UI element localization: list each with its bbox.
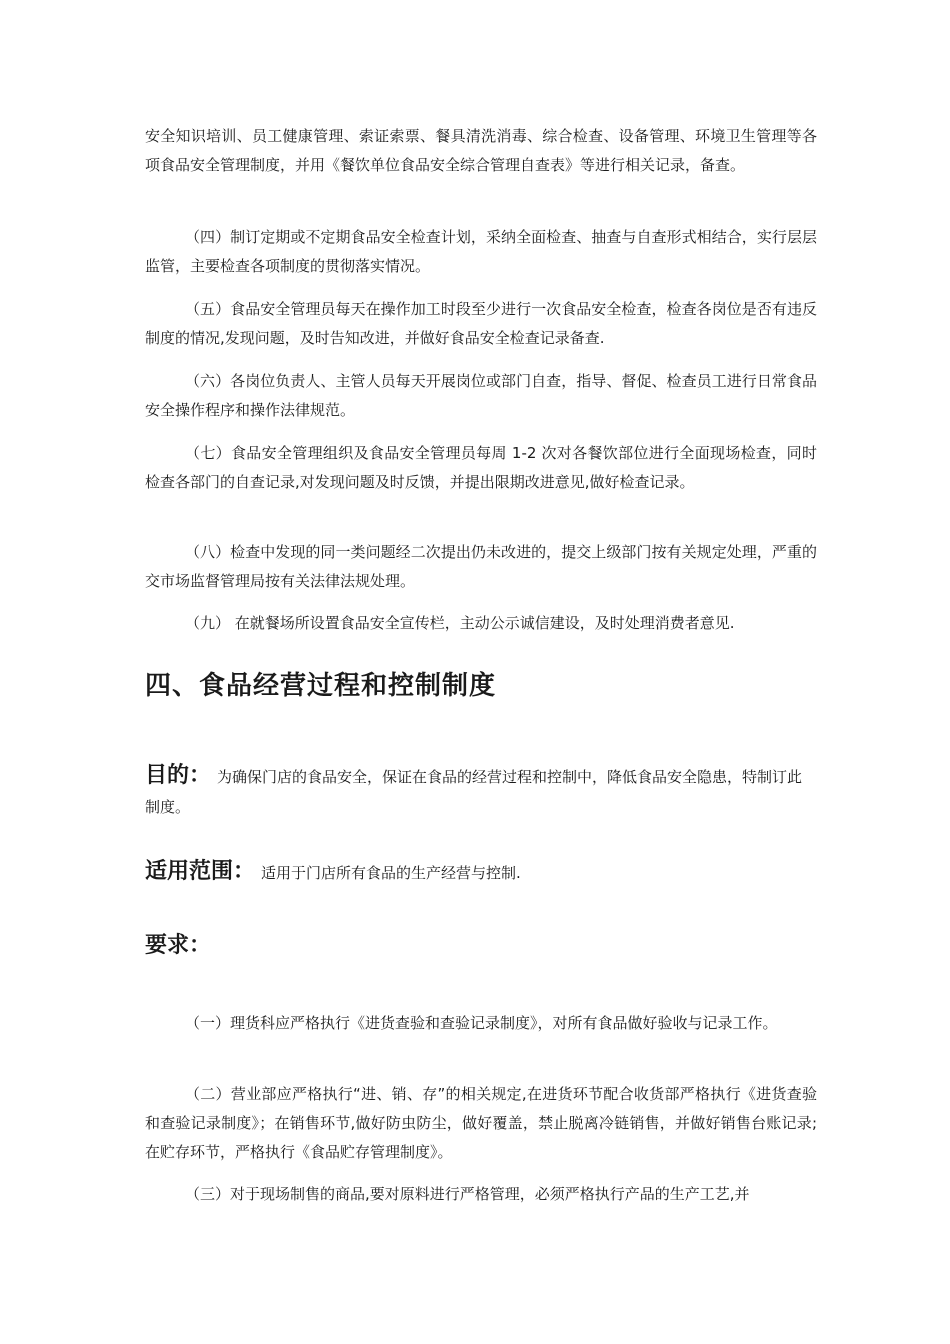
requirements-label: 要求： — [145, 933, 212, 958]
paragraph-continuation: 安全知识培训、员工健康管理、索证索票、餐具清洗消毒、综合检查、设备管理、环境卫生管理等各项食品安全管理制度，并用《餐饮单位食品安全综合管理自查表》等进行相关记录，备查。 — [145, 127, 817, 174]
requirement-item-3: （三）对于现场制售的商品,要对原料进行严格管理，必须严格执行产品的生产工艺,并 — [185, 1185, 750, 1203]
purpose-label: 目的： — [145, 763, 212, 788]
purpose-text: 为确保门店的食品安全，保证在食品的经营过程和控制中，降低食品安全隐患，特制订此制度。 — [145, 768, 803, 816]
paragraph-item-6: （六）各岗位负责人、主管人员每天开展岗位或部门自查，指导、督促、检查员工进行日常食品安全操作程序和操作法律规范。 — [145, 372, 817, 419]
requirement-item-2: （二）营业部应严格执行“进、销、存”的相关规定,在进货环节配合收货部严格执行《进货查验和查验记录制度》；在销售环节,做好防虫防尘，做好覆盖，禁止脱离冷链销售，并做好销售台账记录;在贮存环节，严格执行《食品贮存管理制度》。 — [145, 1085, 817, 1161]
scope-label: 适用范围： — [145, 859, 256, 884]
scope-paragraph — [145, 857, 817, 888]
paragraph-item-8: （八）检查中发现的同一类问题经二次提出仍未改进的，提交上级部门按有关规定处理，严重的交市场监督管理局按有关法律法规处理。 — [145, 543, 817, 590]
paragraph-item-9: （九） 在就餐场所设置食品安全宣传栏，主动公示诚信建设，及时处理消费者意见. — [185, 614, 735, 632]
requirement-item-1: （一）理货科应严格执行《进货查验和查验记录制度》，对所有食品做好验收与记录工作。 — [185, 1014, 778, 1032]
purpose-paragraph — [145, 761, 817, 822]
paragraph-item-7: （七）食品安全管理组织及食品安全管理员每周 1-2 次对各餐饮部位进行全面现场检查，同时检查各部门的自查记录,对发现问题及时反馈，并提出限期改进意见,做好检查记录。 — [145, 444, 817, 491]
paragraph-item-4: （四）制订定期或不定期食品安全检查计划，采纳全面检查、抽查与自查形式相结合，实行层层监管，主要检查各项制度的贯彻落实情况。 — [145, 228, 817, 275]
scope-text: 适用于门店所有食品的生产经营与控制. — [261, 864, 521, 882]
paragraph-item-5: （五）食品安全管理员每天在操作加工时段至少进行一次食品安全检查，检查各岗位是否有违反制度的情况,发现问题，及时告知改进，并做好食品安全检查记录备查. — [145, 300, 817, 347]
section-heading: 四、食品经营过程和控制制度 — [145, 671, 497, 701]
